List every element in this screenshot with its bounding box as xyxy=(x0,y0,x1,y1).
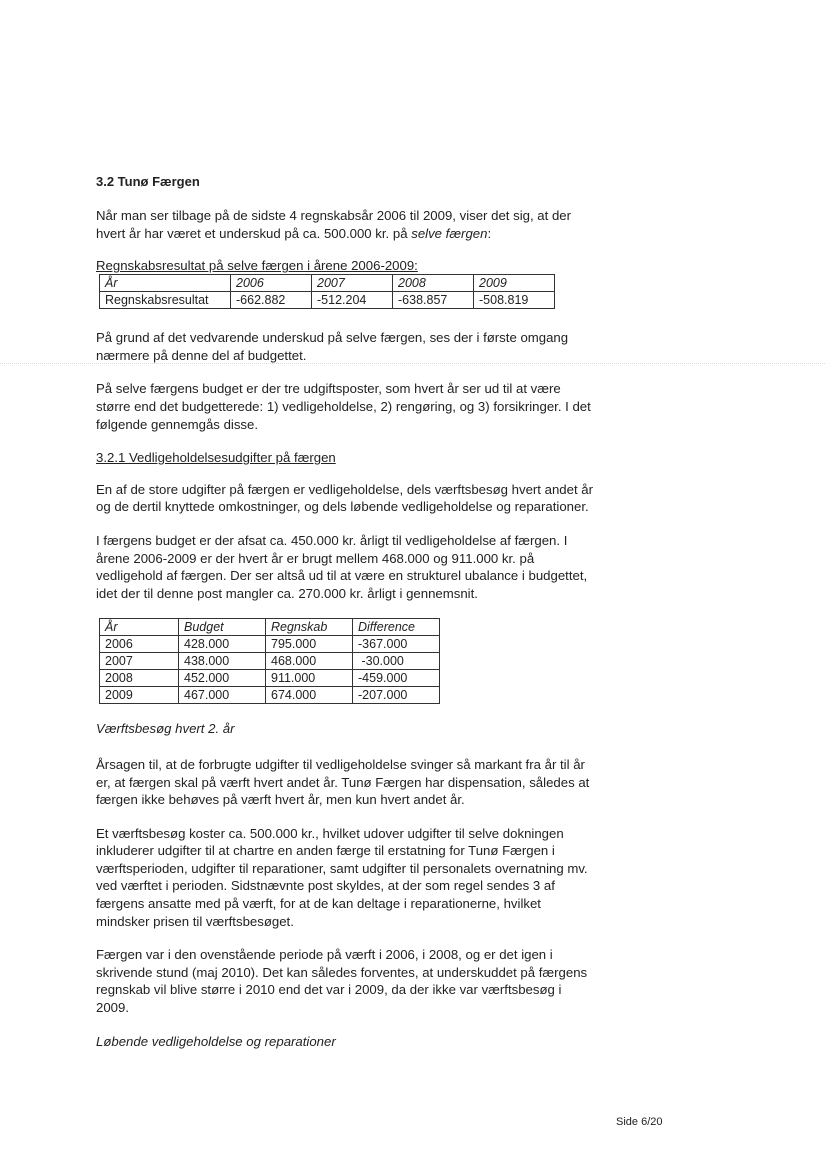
table-row xyxy=(100,292,555,309)
intro-text: Når man ser tilbage på de sidste 4 regnskabsår 2006 til 2009, viser det sig, at der hvert år har været et underskud på ca. 500.000 kr. på xyxy=(96,208,572,241)
table-cell: Difference xyxy=(353,619,440,636)
ongoing-subheading: Løbende vedligeholdelse og reparationer xyxy=(96,1033,336,1049)
table-cell: -638.857 xyxy=(393,292,474,309)
table-cell: 2006 xyxy=(231,275,312,292)
table-cell: 795.000 xyxy=(266,636,353,653)
intro-end: : xyxy=(487,225,492,241)
table-cell: 428.000 xyxy=(179,636,266,653)
table-header-row xyxy=(100,275,555,292)
budget-paragraph: På selve færgens budget er der tre udgiftsposter, som hvert år ser ud til at være større end det budgetterede: 1) vedligeholdelse, 2) rengøring, og 3) forsikringer. I det følgende gennemgås disse. xyxy=(96,381,591,432)
cost-paragraph: Et værftsbesøg koster ca. 500.000 kr., hvilket udover udgifter til selve dokningen inkluderer udgifter til at chartre en anden færge til erstatning for Tunø Færgen i værftsperioden, udgifter til reparationer, samt udgifter til personalets overnatning mv. ved værftet i perioden. Sidstnævnte post skyldes, at der som regel sendes 3 af færgens ansatte med på værft, for at de kan deltage i reparationerne, hvilket mindsker prisen til værftsbesøget. xyxy=(96,825,588,929)
table-cell: 2006 xyxy=(100,636,179,653)
table-cell: -367.000 xyxy=(353,636,440,653)
page-content xyxy=(96,173,596,1068)
table-cell: 2009 xyxy=(474,275,555,292)
table-row xyxy=(100,653,440,670)
deficit-paragraph: På grund af det vedvarende underskud på selve færgen, ses der i første omgang nærmere på denne del af budgettet. xyxy=(96,330,569,363)
table-cell: -207.000 xyxy=(353,687,440,704)
table-row xyxy=(100,670,440,687)
table-cell: Regnskabsresultat xyxy=(100,292,231,309)
period-paragraph: Færgen var i den ovenstående periode på værft i 2006, i 2008, og er det igen i skrivende stund (maj 2010). Det kan således forventes, at underskuddet på færgens regnskab vil blive større i 2010 end det var i 2009, da der ikke var værftsbesøg i 2009. xyxy=(96,947,588,1016)
table-cell: -508.819 xyxy=(474,292,555,309)
table-cell: År xyxy=(100,619,179,636)
table-row xyxy=(100,687,440,704)
shipyard-subheading: Værftsbesøg hvert 2. år xyxy=(96,721,235,737)
table-cell: 911.000 xyxy=(266,670,353,687)
table-cell: 2007 xyxy=(100,653,179,670)
allocated-paragraph: I færgens budget er der afsat ca. 450.000 kr. årligt til vedligeholdelse af færgen. I årene 2006-2009 er der hvert år er brugt mellem 468.000 og 911.000 kr. på vedligehold af færgen. Der ser altså ud til at være en strukturel ubalance i budgettet, idet der til denne post mangler ca. 270.000 kr. årligt i gennemsnit. xyxy=(96,532,588,601)
section-title: 3.2 Tunø Færgen xyxy=(96,174,200,189)
table-header-row xyxy=(100,619,440,636)
table-cell: 438.000 xyxy=(179,653,266,670)
table1-caption: Regnskabsresultat på selve færgen i årene 2006-2009: xyxy=(96,258,418,274)
reason-paragraph: Årsagen til, at de forbrugte udgifter til vedligeholdelse svinger så markant fra år til år er, at færgen skal på værft hvert andet år. Tunø Færgen har dispensation, således at færgen ikke behøves på værft hvert år, men kun hvert andet år. xyxy=(96,756,590,808)
table-row xyxy=(100,636,440,653)
table-cell: 467.000 xyxy=(179,687,266,704)
table-cell: 452.000 xyxy=(179,670,266,687)
table-cell: -662.882 xyxy=(231,292,312,309)
subsection-title: 3.2.1 Vedligeholdelsesudgifter på færgen xyxy=(96,450,336,466)
table-cell: Budget xyxy=(179,619,266,636)
table-cell: År xyxy=(100,275,231,292)
maintenance-table xyxy=(99,618,440,704)
table-cell: -459.000 xyxy=(353,670,440,687)
table-cell: Regnskab xyxy=(266,619,353,636)
maintenance-paragraph: En af de store udgifter på færgen er vedligeholdelse, dels værftsbesøg hvert andet år og de dertil knyttede omkostninger, og dels løbende vedligeholdelse og reparationer. xyxy=(96,481,594,515)
table-cell: -512.204 xyxy=(312,292,393,309)
table-cell: -30.000 xyxy=(353,653,440,670)
table-cell: 2008 xyxy=(393,275,474,292)
table-cell: 468.000 xyxy=(266,653,353,670)
table-cell: 2007 xyxy=(312,275,393,292)
table-cell: 674.000 xyxy=(266,687,353,704)
intro-emphasis: selve færgen xyxy=(411,225,488,241)
page-number: Side 6/20 xyxy=(616,1116,663,1128)
intro-paragraph xyxy=(96,207,596,242)
table-cell: 2009 xyxy=(100,687,179,704)
table-cell: 2008 xyxy=(100,670,179,687)
results-table xyxy=(99,274,555,309)
